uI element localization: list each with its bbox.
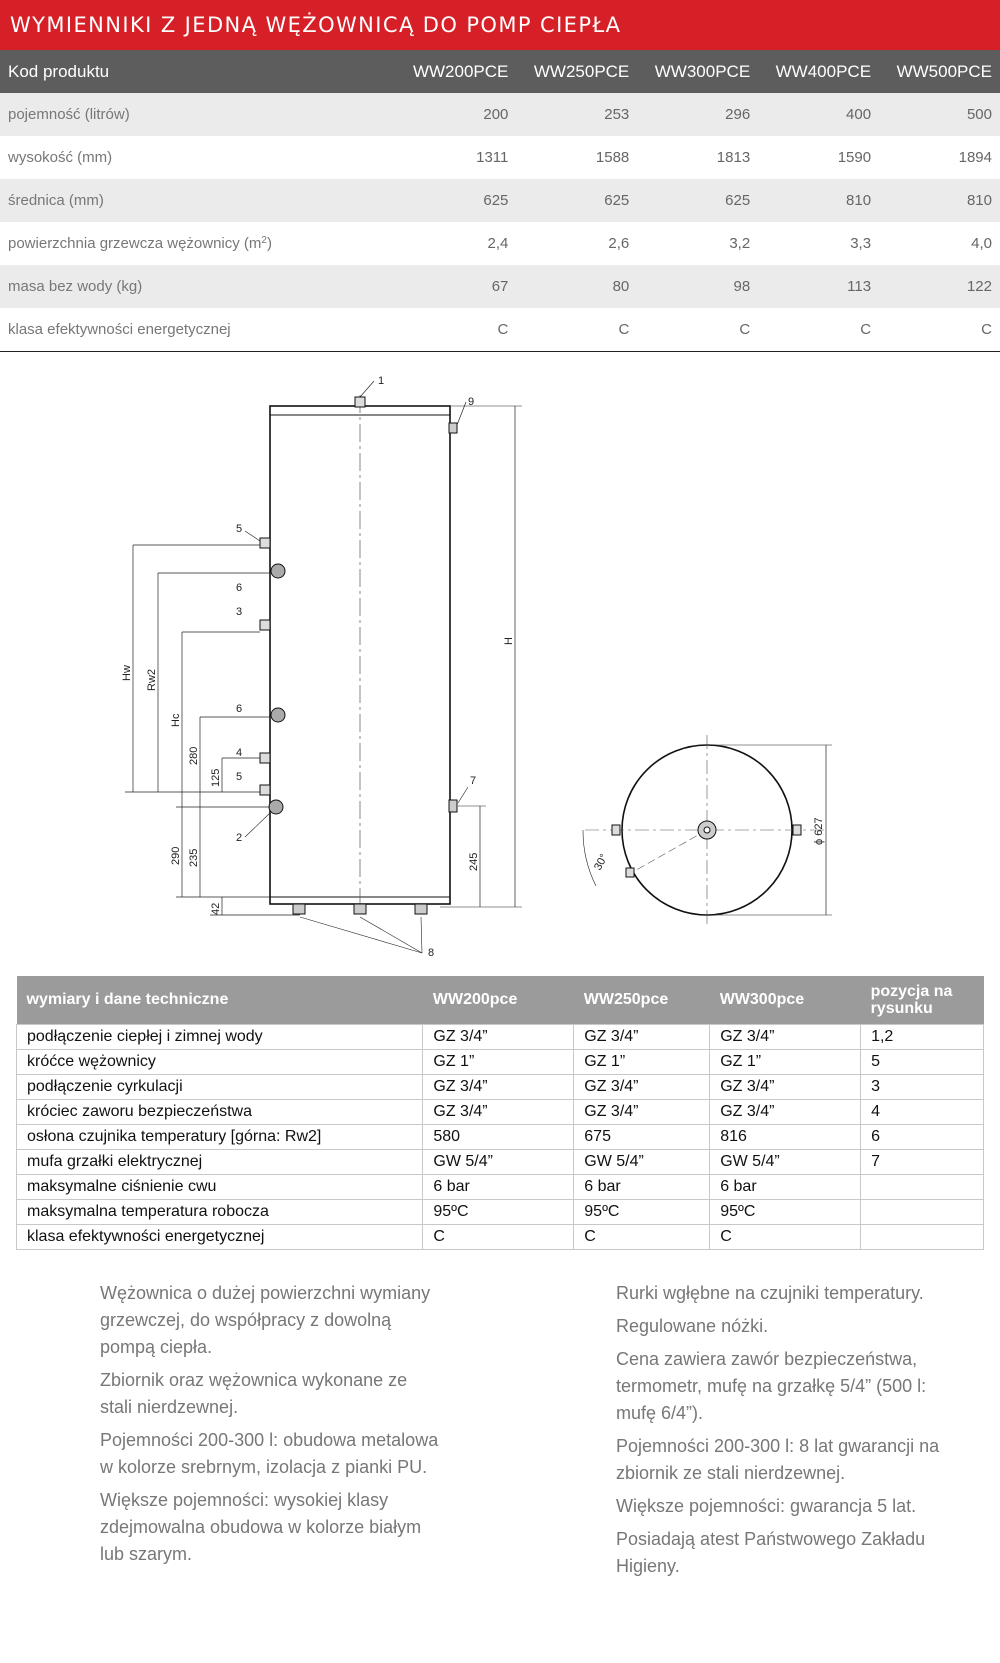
technical-drawing: [0, 355, 1000, 960]
tech-cell: 5: [861, 1049, 984, 1074]
spec-col-header: WW250PCE: [516, 50, 637, 93]
connector-5-top-icon: [260, 538, 270, 548]
tech-cell: GZ 3/4”: [710, 1099, 861, 1124]
dim-235-label: 235: [188, 848, 200, 867]
tech-cell: GZ 1”: [423, 1049, 574, 1074]
spec-cell: 200: [389, 93, 516, 136]
spec-cell: C: [758, 308, 879, 351]
table-row: [17, 1199, 984, 1224]
tech-cell: króćce wężownicy: [17, 1049, 423, 1074]
sensor-6-bottom-icon: [271, 708, 285, 722]
dim-280-label: 280: [188, 746, 200, 765]
dim-diameter-label: ϕ 627: [813, 817, 825, 845]
callout-5-top: 5: [236, 523, 243, 535]
spec-cell: 3,2: [637, 222, 758, 265]
tech-cell: podłączenie cyrkulacji: [17, 1074, 423, 1099]
tech-cell: GZ 1”: [710, 1049, 861, 1074]
dim-rw2-label: Rw2: [146, 668, 158, 691]
left-dimension-lines: [125, 545, 300, 915]
tech-cell: GZ 3/4”: [423, 1074, 574, 1099]
foot-icon: [354, 904, 366, 914]
spec-cell: 80: [516, 265, 637, 308]
note-paragraph: Większe pojemności: gwarancja 5 lat.: [616, 1496, 917, 1516]
callout-8: 8: [428, 947, 435, 959]
tech-cell: [861, 1224, 984, 1249]
spec-col-header: WW200PCE: [389, 50, 516, 93]
tech-cell: GZ 3/4”: [574, 1024, 710, 1049]
callout-6-top: 6: [236, 582, 243, 594]
table-row: [17, 1099, 984, 1124]
spec-cell: C: [516, 308, 637, 351]
thermometer-9-icon: [449, 423, 457, 433]
tech-cell: 4: [861, 1099, 984, 1124]
tech-cell: 6: [861, 1124, 984, 1149]
spec-row: [0, 93, 1000, 136]
spec-cell: 1588: [516, 136, 637, 179]
heater-sleeve-7-icon: [449, 800, 457, 812]
tech-cell: 6 bar: [710, 1174, 861, 1199]
tech-cell: GZ 3/4”: [710, 1024, 861, 1049]
tech-table: [16, 976, 984, 1250]
table-row: [17, 1024, 984, 1049]
leader-5-top: [245, 531, 260, 541]
tech-cell: króciec zaworu bezpieczeństwa: [17, 1099, 423, 1124]
spec-row: [0, 222, 1000, 265]
spec-row-label: pojemność (litrów): [0, 93, 389, 136]
dim-125-label: 125: [210, 768, 222, 787]
top-view-stub-icon: [793, 825, 801, 835]
spec-cell: 67: [389, 265, 516, 308]
note-paragraph: Wężownica o dużej powierzchni wymiany grzewczej, do współpracy z dowolną pompą ciepła.: [100, 1283, 431, 1357]
tech-cell: GW 5/4”: [574, 1149, 710, 1174]
connector-5-bottom-icon: [260, 785, 270, 795]
note-paragraph: Pojemności 200-300 l: obudowa metalowa w kolorze srebrnym, izolacja z pianki PU.: [100, 1430, 439, 1477]
spec-cell: 2,4: [389, 222, 516, 265]
tech-cell: 95ºC: [574, 1199, 710, 1224]
spec-row-label: średnica (mm): [0, 179, 389, 222]
spec-cell: C: [637, 308, 758, 351]
tech-cell: C: [423, 1224, 574, 1249]
spec-row-label-text: powierzchnia grzewcza wężownicy (m: [8, 235, 262, 252]
tech-cell: GZ 3/4”: [574, 1074, 710, 1099]
spec-cell: C: [389, 308, 516, 351]
sensor-6-top-icon: [271, 564, 285, 578]
top-view-center-icon: [704, 827, 710, 833]
connector-3-icon: [260, 620, 270, 630]
callout-3: 3: [236, 606, 243, 618]
callout-1: 1: [378, 375, 385, 387]
tech-cell: 7: [861, 1149, 984, 1174]
spec-cell: C: [879, 308, 1000, 351]
callout-2: 2: [236, 832, 243, 844]
table-row: [17, 1149, 984, 1174]
notes-left: [100, 1280, 440, 1574]
tech-header: wymiary i dane techniczne: [17, 976, 423, 1024]
dim-hw-label: Hw: [121, 665, 133, 681]
tech-cell: [861, 1174, 984, 1199]
tech-cell: mufa grzałki elektrycznej: [17, 1149, 423, 1174]
tech-cell: podłączenie ciepłej i zimnej wody: [17, 1024, 423, 1049]
tech-cell: [861, 1199, 984, 1224]
dim-h-label: H: [503, 637, 515, 645]
callout-6-bottom: 6: [236, 703, 243, 715]
dim-245-label: 245: [468, 852, 480, 871]
tech-cell: 95ºC: [710, 1199, 861, 1224]
tech-cell: 675: [574, 1124, 710, 1149]
tech-cell: GW 5/4”: [710, 1149, 861, 1174]
spec-cell: 2,6: [516, 222, 637, 265]
foot-icon: [293, 904, 305, 914]
spec-cell: 3,3: [758, 222, 879, 265]
callout-9: 9: [468, 396, 475, 408]
leader-2: [245, 813, 270, 837]
tech-cell: 6 bar: [574, 1174, 710, 1199]
spec-col-header: WW300PCE: [637, 50, 758, 93]
connector-2-icon: [269, 800, 283, 814]
notes-right: [616, 1280, 946, 1586]
tech-cell: klasa efektywności energetycznej: [17, 1224, 423, 1249]
leader-7: [458, 787, 468, 803]
spec-row: [0, 265, 1000, 308]
tank-body: [270, 406, 450, 904]
spec-cell: 113: [758, 265, 879, 308]
table-row: [17, 1049, 984, 1074]
spec-cell: 1590: [758, 136, 879, 179]
spec-table: [0, 50, 1000, 352]
callout-5-bottom: 5: [236, 771, 243, 783]
tech-cell: GZ 3/4”: [423, 1024, 574, 1049]
tech-cell: 580: [423, 1124, 574, 1149]
foot-icon: [415, 904, 427, 914]
top-view-radial: [631, 830, 707, 873]
note-paragraph: Pojemności 200-300 l: 8 lat gwarancji na zbiornik ze stali nierdzewnej.: [616, 1436, 940, 1483]
tech-cell: 95ºC: [423, 1199, 574, 1224]
spec-cell: 1311: [389, 136, 516, 179]
spec-col-header: WW400PCE: [758, 50, 879, 93]
dim-290-label: 290: [170, 846, 182, 865]
tech-header: WW300pce: [710, 976, 861, 1024]
spec-cell: 400: [758, 93, 879, 136]
spec-cell: 810: [879, 179, 1000, 222]
page-title: WYMIENNIKI Z JEDNĄ WĘŻOWNICĄ DO POMP CIEPŁA: [10, 13, 622, 37]
note-paragraph: Większe pojemności: wysokiej klasy zdejmowalna obudowa w kolorze białym lub szarym.: [100, 1490, 422, 1564]
table-row: [17, 1124, 984, 1149]
note-paragraph: Regulowane nóżki.: [616, 1316, 769, 1336]
note-paragraph: Zbiornik oraz wężownica wykonane ze stali nierdzewnej.: [100, 1370, 408, 1417]
tech-cell: GZ 3/4”: [423, 1099, 574, 1124]
spec-cell: 500: [879, 93, 1000, 136]
table-row: [17, 1174, 984, 1199]
tech-cell: C: [710, 1224, 861, 1249]
spec-cell: 625: [516, 179, 637, 222]
spec-cell: 98: [637, 265, 758, 308]
tech-cell: GW 5/4”: [423, 1149, 574, 1174]
tech-cell: 816: [710, 1124, 861, 1149]
leader-8: [360, 917, 422, 953]
tech-cell: 1,2: [861, 1024, 984, 1049]
spec-header-label: Kod produktu: [0, 50, 389, 93]
tech-cell: osłona czujnika temperatury [górna: Rw2]: [17, 1124, 423, 1149]
spec-cell: 625: [637, 179, 758, 222]
top-view-stub-icon: [612, 825, 620, 835]
header-band: [0, 0, 1000, 50]
spec-cell: 810: [758, 179, 879, 222]
spec-cell: 625: [389, 179, 516, 222]
note-paragraph: Rurki wgłębne na czujniki temperatury.: [616, 1283, 924, 1303]
tech-cell: GZ 3/4”: [710, 1074, 861, 1099]
callout-7: 7: [470, 775, 477, 787]
spec-cell: 1894: [879, 136, 1000, 179]
spec-row-label-sup: 2: [261, 235, 267, 246]
connector-1-icon: [355, 397, 365, 407]
spec-row-label-end: ): [266, 235, 272, 252]
angle-arc: [583, 830, 596, 886]
tech-cell: 3: [861, 1074, 984, 1099]
connector-4-icon: [260, 753, 270, 763]
tech-header-row: [17, 976, 984, 1024]
note-paragraph: Posiadają atest Państwowego Zakładu Higieny.: [616, 1529, 926, 1576]
spec-cell: 4,0: [879, 222, 1000, 265]
tech-cell: 6 bar: [423, 1174, 574, 1199]
tech-cell: C: [574, 1224, 710, 1249]
tech-header: pozycja na rysunku: [861, 976, 984, 1024]
leader-9: [457, 402, 466, 425]
spec-cell: 253: [516, 93, 637, 136]
spec-row: [0, 308, 1000, 351]
top-view-stub-icon: [626, 868, 634, 877]
tech-header: WW200pce: [423, 976, 574, 1024]
spec-row-label: klasa efektywności energetycznej: [0, 308, 389, 351]
spec-cell: 1813: [637, 136, 758, 179]
spec-row: [0, 179, 1000, 222]
table-row: [17, 1224, 984, 1249]
callout-4: 4: [236, 747, 243, 759]
note-paragraph: Cena zawiera zawór bezpieczeństwa, termometr, mufę na grzałkę 5/4” (500 l: mufę 6/4”).: [616, 1349, 927, 1423]
tech-cell: GZ 3/4”: [574, 1099, 710, 1124]
spec-cell: 296: [637, 93, 758, 136]
dim-42-label: 42: [210, 902, 222, 915]
spec-row-label: [0, 222, 389, 265]
table-row: [17, 1074, 984, 1099]
tech-cell: maksymalna temperatura robocza: [17, 1199, 423, 1224]
tech-header: WW250pce: [574, 976, 710, 1024]
spec-row: [0, 136, 1000, 179]
tech-cell: GZ 1”: [574, 1049, 710, 1074]
spec-row-label: wysokość (mm): [0, 136, 389, 179]
angle-label: 30°: [592, 852, 611, 873]
spec-header-row: [0, 50, 1000, 93]
spec-col-header: WW500PCE: [879, 50, 1000, 93]
leader-1: [360, 381, 374, 397]
spec-row-label: masa bez wody (kg): [0, 265, 389, 308]
spec-cell: 122: [879, 265, 1000, 308]
dim-hc-label: Hc: [170, 713, 182, 727]
tech-cell: maksymalne ciśnienie cwu: [17, 1174, 423, 1199]
leader-8: [421, 917, 422, 953]
leader-8: [300, 917, 422, 953]
